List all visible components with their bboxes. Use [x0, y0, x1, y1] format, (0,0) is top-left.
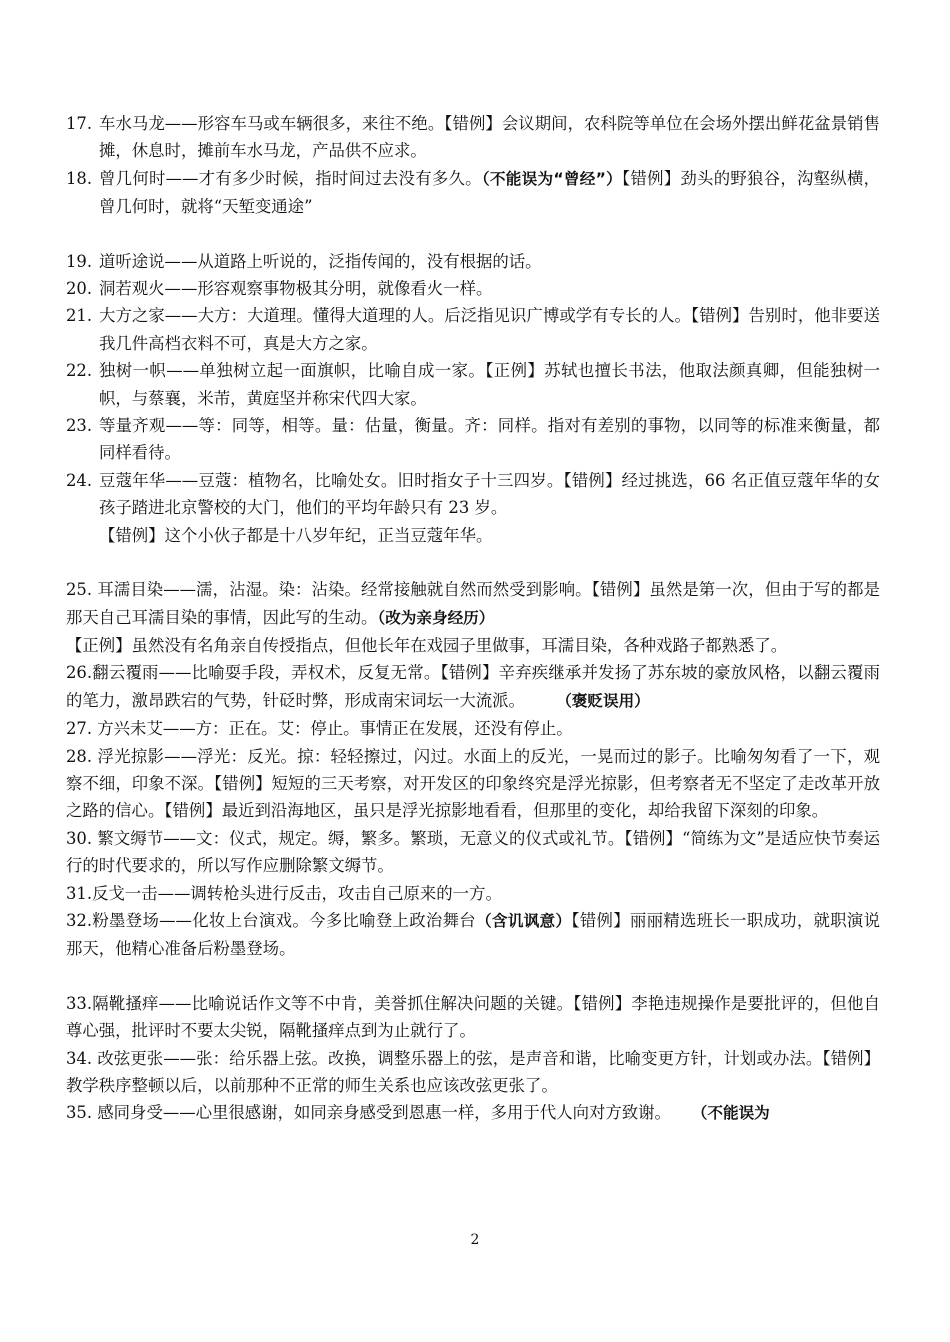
entry-text: 独树一帜——单独树立起一面旗帜，比喻自成一家。【正例】苏轼也擅长书法，他取法颜真卿，但能独树一帜，与蔡襄，米芾，黄庭坚并称宋代四大家。 [99, 361, 880, 408]
idiom-entry-32 [66, 907, 880, 963]
idiom-entry-18 [66, 165, 880, 221]
entry-number: 20. [66, 279, 93, 299]
entry-text: 【错例】丽丽精选班长一职成功，就职演说那天，他精心准备后粉墨登场。 [66, 910, 880, 959]
idiom-entry-24 [66, 467, 880, 522]
emphasis-note: （不能误为“曾经”） [481, 169, 622, 188]
idiom-entry-17 [66, 110, 880, 165]
entry-text: 大方之家——大方：大道理。懂得大道理的人。后泛指见识广博或学有专长的人。【错例】告别时，他非要送我几件高档衣料不可，真是大方之家。 [99, 306, 880, 353]
entry-number: 17. [66, 114, 93, 133]
entry-text: 26.翻云覆雨——比喻耍手段，弄权术，反复无常。【错例】辛弃疾继承并发扬了苏东坡的豪放风格，以翻云覆雨的笔力，激昂跌宕的气势，针砭时弊，形成南宋词坛一大流派。 [66, 663, 880, 710]
entry-text: 25. 耳濡目染——濡，沾湿。染：沾染。经常接触就自然而然受到影响。【错例】虽然是第一次，但由于写的都是那天自己耳濡目染的事情，因此写的生动。 [66, 580, 880, 627]
idiom-entry-33: 33.隔靴搔痒——比喻说话作文等不中肯，美誉抓住解决问题的关键。【错例】李艳违规操作是要批评的，但他自尊心强，批评时不要太尖锐，隔靴搔痒点到为止就行了。 [66, 993, 880, 1041]
idiom-entry-27: 27. 方兴未艾——方：正在。艾：停止。事情正在发展，还没有停止。 [66, 719, 573, 739]
entry-text: 道听途说——从道路上听说的，泛指传闻的，没有根据的话。 [99, 251, 542, 271]
entry-text-part: 【错例】劲头的野狼谷，沟壑纵横，曾几何时，就将“天堑变通途” [99, 168, 880, 217]
document-body [66, 110, 880, 1128]
idiom-entry-31: 31.反戈一击——调转枪头进行反击，攻击自己原来的一方。 [66, 883, 502, 903]
idiom-entry-19 [66, 248, 880, 275]
entry-number: 18. [66, 168, 93, 188]
emphasis-note: （含讥讽意） [475, 911, 572, 930]
emphasis-note: （褒贬误用） [556, 691, 650, 710]
spacer [66, 963, 880, 990]
entry-number: 24. [66, 470, 93, 490]
page-number: 2 [470, 1232, 480, 1248]
emphasis-note: （不能误为 [691, 1104, 770, 1123]
entry-number: 21. [66, 306, 93, 326]
entry-example: 【正例】虽然没有名角亲自传授指点，但他长年在戏园子里做事，耳濡目染，各种戏路子都熟悉了。 [66, 635, 788, 655]
entry-text: 35. 感同身受——心里很感谢，如同亲身感受到恩惠一样，多用于代人向对方致谢。 [66, 1103, 671, 1123]
entry-text: 豆蔻年华——豆蔻：植物名，比喻处女。旧时指女子十三四岁。【错例】经过挑选，66 名正值豆蔻年华的女孩子踏进北京警校的大门，他们的平均年龄只有 23 岁。 [99, 470, 880, 518]
entry-example: 【错例】这个小伙子都是十八岁年纪，正当豆蔻年华。 [99, 525, 493, 545]
entry-text: 32.粉墨登场——化妆上台演戏。今多比喻登上政治舞台 [66, 910, 476, 930]
entry-number: 19. [66, 251, 93, 271]
idiom-entry-20 [66, 275, 880, 302]
idiom-entry-23 [66, 412, 880, 467]
entry-text [99, 165, 880, 221]
entry-number: 23. [66, 416, 93, 436]
idiom-entry-26 [66, 659, 880, 715]
entry-number: 22. [66, 361, 93, 381]
idiom-entry-34: 34. 改弦更张——张：给乐器上弦。改换，调整乐器上的弦，是声音和谐，比喻变更方针，计划或办法。【错例】教学秩序整顿以后，以前那种不正常的师生关系也应该改弦更张了。 [66, 1048, 880, 1095]
entry-text: 车水马龙——形容车马或车辆很多，来往不绝。【错例】会议期间，农科院等单位在会场外摆出鲜花盆景销售摊，休息时，摊前车水马龙，产品供不应求。 [99, 114, 880, 161]
idiom-entry-28: 28. 浮光掠影——浮光：反光。掠：轻轻擦过，闪过。水面上的反光，一晃而过的影子。比喻匆匆看了一下，观察不细，印象不深。【错例】短短的三天考察，对开发区的印象终究是浮光掠影，但考察者无不坚定了走改革开放之路的信心。【错例】最近到沿海地区，虽只是浮光掠影地看看，但那里的变化，却给我留下深刻的印象。 [66, 746, 880, 821]
idiom-entry-35 [66, 1099, 880, 1127]
emphasis-note: （改为亲身经历） [377, 608, 495, 627]
idiom-entry-25 [66, 576, 880, 632]
entry-text: 洞若观火——形容观察事物极其分明，就像看火一样。 [99, 279, 493, 299]
idiom-entry-21 [66, 302, 880, 357]
idiom-entry-30: 30. 繁文缛节——文：仪式，规定。缛，繁多。繁琐，无意义的仪式或礼节。【错例】“简练为文”是适应快节奏运行的时代要求的，所以写作应删除繁文缛节。 [66, 828, 880, 876]
spacer [66, 221, 880, 248]
entry-text-part: 曾几何时——才有多少时候，指时间过去没有多久。 [99, 168, 482, 188]
idiom-entry-22 [66, 357, 880, 412]
entry-text: 等量齐观——等：同等，相等。量：估量，衡量。齐：同样。指对有差别的事物，以同等的标准来衡量，都同样看待。 [99, 416, 880, 463]
spacer [66, 549, 880, 576]
